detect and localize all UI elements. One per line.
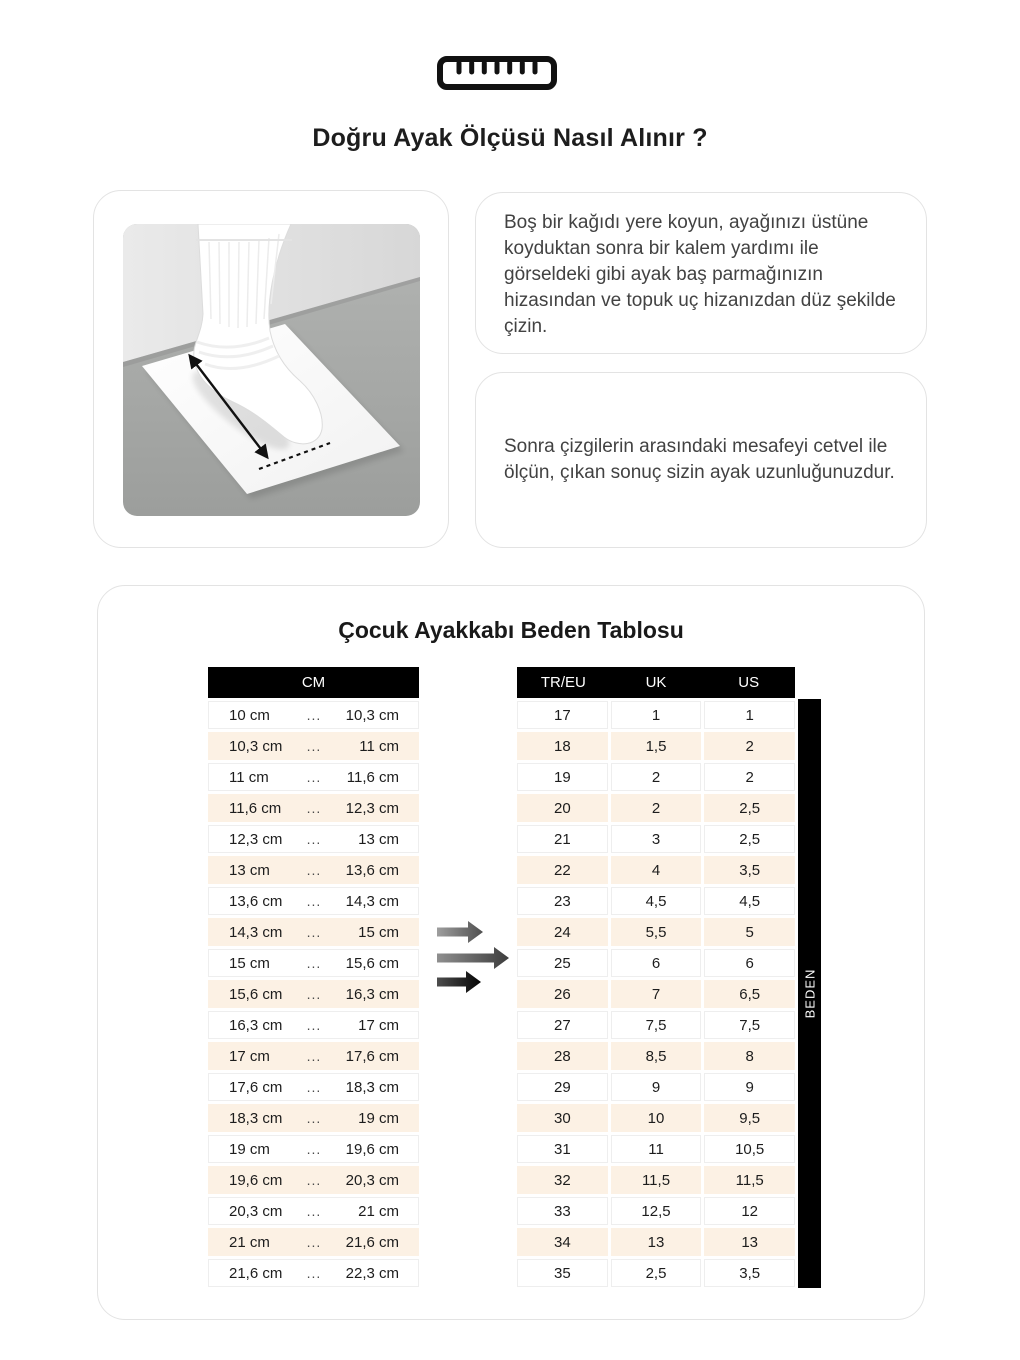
size-value: 2,5 xyxy=(704,794,795,822)
cm-max-value: 13 cm xyxy=(358,830,399,848)
size-value: 12 xyxy=(704,1197,795,1225)
size-value: 23 xyxy=(517,887,608,915)
size-value: 2 xyxy=(704,763,795,791)
cm-min-value: 18,3 cm xyxy=(229,1109,283,1127)
cm-range-row xyxy=(208,794,419,822)
cm-separator-dots: ... xyxy=(306,1141,322,1157)
size-value: 9,5 xyxy=(704,1104,795,1132)
cm-max-value: 21,6 cm xyxy=(345,1233,399,1251)
size-value: 13 xyxy=(611,1228,702,1256)
ruler-icon xyxy=(437,56,557,90)
cm-table xyxy=(208,667,419,1287)
cm-range-row xyxy=(208,949,419,977)
cm-range-row xyxy=(208,763,419,791)
page-title: Doğru Ayak Ölçüsü Nasıl Alınır ? xyxy=(312,124,708,152)
conversion-arrows-icon xyxy=(435,919,515,995)
size-value: 13 xyxy=(704,1228,795,1256)
size-row xyxy=(517,1011,795,1039)
cm-max-value: 18,3 cm xyxy=(345,1078,399,1096)
size-value: 20 xyxy=(517,794,608,822)
cm-min-value: 19 cm xyxy=(229,1140,270,1158)
size-row xyxy=(517,732,795,760)
size-chart-title: Çocuk Ayakkabı Beden Tablosu xyxy=(338,617,684,643)
size-row xyxy=(517,1073,795,1101)
size-value: 12,5 xyxy=(611,1197,702,1225)
cm-max-value: 13,6 cm xyxy=(345,861,399,879)
cm-separator-dots: ... xyxy=(306,862,322,878)
cm-min-value: 13,6 cm xyxy=(229,892,283,910)
cm-separator-dots: ... xyxy=(306,707,322,723)
size-table xyxy=(517,667,795,1287)
size-row xyxy=(517,1166,795,1194)
size-value: 11,5 xyxy=(611,1166,702,1194)
cm-max-value: 12,3 cm xyxy=(345,799,399,817)
cm-max-value: 11,6 cm xyxy=(346,768,399,786)
cm-max-value: 17,6 cm xyxy=(345,1047,399,1065)
cm-max-value: 16,3 cm xyxy=(345,985,399,1003)
cm-min-value: 21,6 cm xyxy=(229,1264,283,1282)
cm-min-value: 13 cm xyxy=(229,861,270,879)
size-value: 28 xyxy=(517,1042,608,1070)
size-value: 30 xyxy=(517,1104,608,1132)
cm-separator-dots: ... xyxy=(306,738,322,754)
size-value: 9 xyxy=(704,1073,795,1101)
size-row xyxy=(517,918,795,946)
size-value: 10 xyxy=(611,1104,702,1132)
size-value: 10,5 xyxy=(704,1135,795,1163)
size-value: 17 xyxy=(517,701,608,729)
size-value: 26 xyxy=(517,980,608,1008)
cm-range-row xyxy=(208,1197,419,1225)
cm-min-value: 20,3 cm xyxy=(229,1202,283,1220)
cm-min-value: 12,3 cm xyxy=(229,830,283,848)
size-row xyxy=(517,887,795,915)
size-value: 7 xyxy=(611,980,702,1008)
cm-max-value: 15 cm xyxy=(358,923,399,941)
size-value: 2,5 xyxy=(611,1259,702,1287)
cm-max-value: 20,3 cm xyxy=(345,1171,399,1189)
cm-range-row xyxy=(208,701,419,729)
size-value: 11 xyxy=(611,1135,702,1163)
size-value: 25 xyxy=(517,949,608,977)
size-value: 1 xyxy=(704,701,795,729)
cm-separator-dots: ... xyxy=(306,831,322,847)
size-value: 8,5 xyxy=(611,1042,702,1070)
beden-side-label: BEDEN xyxy=(798,699,821,1288)
size-value: 31 xyxy=(517,1135,608,1163)
size-value: 32 xyxy=(517,1166,608,1194)
size-value: 24 xyxy=(517,918,608,946)
cm-separator-dots: ... xyxy=(306,924,322,940)
instruction-card-1 xyxy=(475,192,927,354)
size-value: 3,5 xyxy=(704,856,795,884)
size-column-header: TR/EU xyxy=(540,674,586,691)
size-value: 1,5 xyxy=(611,732,702,760)
cm-range-row xyxy=(208,1259,419,1287)
cm-min-value: 19,6 cm xyxy=(229,1171,283,1189)
size-table-header xyxy=(517,667,795,698)
size-row xyxy=(517,1259,795,1287)
cm-range-row xyxy=(208,887,419,915)
cm-range-row xyxy=(208,1228,419,1256)
size-value: 19 xyxy=(517,763,608,791)
cm-min-value: 15 cm xyxy=(229,954,270,972)
size-value: 27 xyxy=(517,1011,608,1039)
cm-min-value: 17 cm xyxy=(229,1047,270,1065)
size-value: 9 xyxy=(611,1073,702,1101)
cm-separator-dots: ... xyxy=(306,986,322,1002)
cm-min-value: 16,3 cm xyxy=(229,1016,283,1034)
cm-min-value: 11,6 cm xyxy=(229,799,282,817)
size-value: 6 xyxy=(704,949,795,977)
size-value: 33 xyxy=(517,1197,608,1225)
cm-max-value: 22,3 cm xyxy=(345,1264,399,1282)
size-row xyxy=(517,949,795,977)
size-column-header: US xyxy=(738,674,760,691)
size-value: 3 xyxy=(611,825,702,853)
cm-separator-dots: ... xyxy=(306,1048,322,1064)
cm-range-row xyxy=(208,1011,419,1039)
cm-min-value: 10 cm xyxy=(229,706,270,724)
cm-min-value: 14,3 cm xyxy=(229,923,283,941)
cm-min-value: 15,6 cm xyxy=(229,985,283,1003)
cm-separator-dots: ... xyxy=(306,955,322,971)
cm-separator-dots: ... xyxy=(306,800,322,816)
size-row xyxy=(517,701,795,729)
size-value: 6 xyxy=(611,949,702,977)
size-value: 2 xyxy=(611,763,702,791)
cm-max-value: 14,3 cm xyxy=(345,892,399,910)
size-value: 4,5 xyxy=(704,887,795,915)
cm-separator-dots: ... xyxy=(306,1234,322,1250)
instruction-card-2 xyxy=(475,372,927,548)
cm-separator-dots: ... xyxy=(306,1017,322,1033)
size-row xyxy=(517,763,795,791)
size-value: 4 xyxy=(611,856,702,884)
cm-range-row xyxy=(208,918,419,946)
size-row xyxy=(517,1228,795,1256)
instruction-step-1-text: Boş bir kağıdı yere koyun, ayağınızı üstüne koyduktan sonra bir kalem yardımı ile görseldeki gibi ayak baş parmağınızın hizasından ve topuk uç hizanızdan düz şekilde çizin. xyxy=(504,212,896,337)
cm-range-row xyxy=(208,825,419,853)
instruction-step-2-text: Sonra çizgilerin arasındaki mesafeyi cetvel ile ölçün, çıkan sonuç sizin ayak uzunluğunuzdur. xyxy=(504,436,895,483)
size-value: 3,5 xyxy=(704,1259,795,1287)
size-value: 22 xyxy=(517,856,608,884)
cm-max-value: 19,6 cm xyxy=(345,1140,399,1158)
cm-max-value: 19 cm xyxy=(358,1109,399,1127)
size-row xyxy=(517,1135,795,1163)
cm-range-row xyxy=(208,1073,419,1101)
size-value: 2 xyxy=(704,732,795,760)
cm-range-row xyxy=(208,1135,419,1163)
size-value: 34 xyxy=(517,1228,608,1256)
cm-range-row xyxy=(208,980,419,1008)
cm-range-row xyxy=(208,856,419,884)
cm-max-value: 11 cm xyxy=(359,737,399,755)
cm-max-value: 15,6 cm xyxy=(345,954,399,972)
cm-separator-dots: ... xyxy=(306,1172,322,1188)
size-value: 7,5 xyxy=(611,1011,702,1039)
size-value: 6,5 xyxy=(704,980,795,1008)
cm-range-row xyxy=(208,1042,419,1070)
size-value: 35 xyxy=(517,1259,608,1287)
cm-separator-dots: ... xyxy=(306,1203,322,1219)
size-value: 4,5 xyxy=(611,887,702,915)
size-value: 7,5 xyxy=(704,1011,795,1039)
size-value: 1 xyxy=(611,701,702,729)
cm-min-value: 11 cm xyxy=(229,768,269,786)
cm-separator-dots: ... xyxy=(306,1265,322,1281)
cm-range-row xyxy=(208,1104,419,1132)
size-table-body xyxy=(517,701,795,1287)
cm-min-value: 17,6 cm xyxy=(229,1078,283,1096)
size-value: 2,5 xyxy=(704,825,795,853)
size-row xyxy=(517,980,795,1008)
size-row xyxy=(517,1104,795,1132)
cm-min-value: 21 cm xyxy=(229,1233,270,1251)
cm-max-value: 21 cm xyxy=(358,1202,399,1220)
size-column-header: UK xyxy=(645,674,667,691)
cm-max-value: 10,3 cm xyxy=(345,706,399,724)
size-value: 11,5 xyxy=(704,1166,795,1194)
foot-measurement-photo xyxy=(123,224,420,516)
cm-separator-dots: ... xyxy=(306,1079,322,1095)
size-chart-card xyxy=(97,585,925,1320)
size-value: 18 xyxy=(517,732,608,760)
cm-separator-dots: ... xyxy=(306,769,322,785)
cm-table-body xyxy=(208,701,419,1287)
size-row xyxy=(517,794,795,822)
size-row xyxy=(517,1197,795,1225)
size-value: 2 xyxy=(611,794,702,822)
cm-range-row xyxy=(208,1166,419,1194)
size-row xyxy=(517,825,795,853)
cm-max-value: 17 cm xyxy=(358,1016,399,1034)
size-value: 8 xyxy=(704,1042,795,1070)
cm-separator-dots: ... xyxy=(306,1110,322,1126)
cm-separator-dots: ... xyxy=(306,893,322,909)
instruction-photo-card xyxy=(93,190,449,548)
cm-range-row xyxy=(208,732,419,760)
cm-table-header: CM xyxy=(208,667,419,698)
size-row xyxy=(517,856,795,884)
cm-min-value: 10,3 cm xyxy=(229,737,283,755)
size-value: 5,5 xyxy=(611,918,702,946)
size-value: 5 xyxy=(704,918,795,946)
size-value: 29 xyxy=(517,1073,608,1101)
size-row xyxy=(517,1042,795,1070)
size-value: 21 xyxy=(517,825,608,853)
